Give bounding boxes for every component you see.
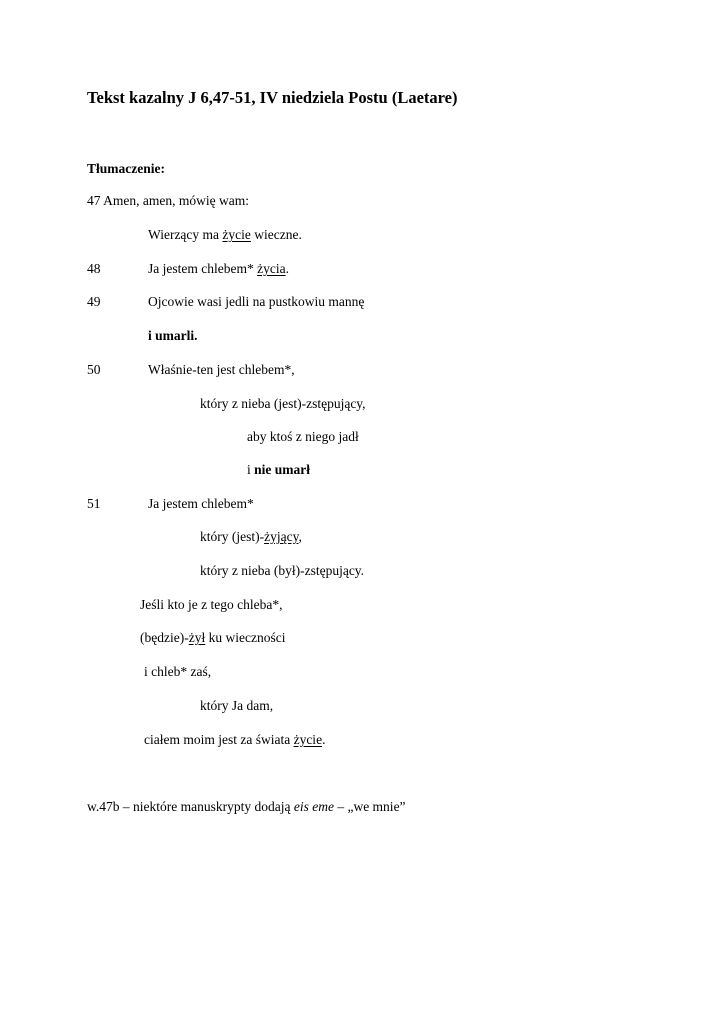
verse-51-line-4: Jeśli kto je z tego chleba*, [140,597,283,612]
verse-51-line-2 [200,529,302,545]
verse-51-line-7: który Ja dam, [200,698,274,713]
text-segment: . [285,261,289,276]
text-segment: wieczne. [250,227,302,242]
verse-50-line-4 [247,462,310,478]
verse-51-line-3: który z nieba (był)-zstępujący. [200,563,365,578]
verse-48 [148,261,289,277]
bold-phrase: nie umarł [254,462,311,477]
footnote [87,799,406,815]
verse-51-line-5 [140,630,285,646]
verse-text: Amen, amen, mówię wam: [103,193,249,208]
verse-number-50: 50 [87,362,101,377]
text-segment: ciałem moim jest za świata [144,732,294,747]
verse-47 [87,193,249,209]
verse-49-line-2: i umarli. [148,328,198,343]
verse-50-line-2: który z nieba (jest)-zstępujący, [200,396,366,411]
verse-number: 47 [87,193,101,208]
italic-phrase: eis eme [293,799,334,814]
underlined-word: żył [188,630,206,645]
verse-number-51: 51 [87,496,101,511]
text-segment: ku wieczności [205,630,286,645]
verse-50-line-3: aby ktoś z niego jadł [247,429,359,444]
verse-50: Właśnie-ten jest chlebem*, [148,362,295,377]
underlined-word: życie [293,732,323,747]
verse-number-48: 48 [87,261,101,276]
verse-49: Ojcowie wasi jedli na pustkowiu mannę [148,294,365,309]
text-segment: w.47b – niektóre manuskrypty dodają [87,799,294,814]
text-segment: który (jest)- [200,529,265,544]
verse-51: Ja jestem chlebem* [148,496,254,511]
underlined-word: życie [222,227,251,242]
text-segment: Wierzący ma [148,227,223,242]
verse-51-line-6: i chleb* zaś, [144,664,212,679]
text-segment: Ja jestem chlebem* [148,261,258,276]
document-title: Tekst kazalny J 6,47-51, IV niedziela Postu (Laetare) [87,88,458,107]
underlined-word: życia [257,261,286,276]
verse-47-line-2 [148,227,302,243]
verse-number-49: 49 [87,294,101,309]
verse-51-line-8 [144,732,325,748]
text-segment: – „we mnie” [333,799,406,814]
text-segment: . [322,732,326,747]
text-segment: (będzie)- [140,630,189,645]
text-segment: , [298,529,302,544]
section-heading: Tłumaczenie: [87,161,165,176]
text-segment: i [247,462,255,477]
underlined-word: żyjący [264,529,299,544]
